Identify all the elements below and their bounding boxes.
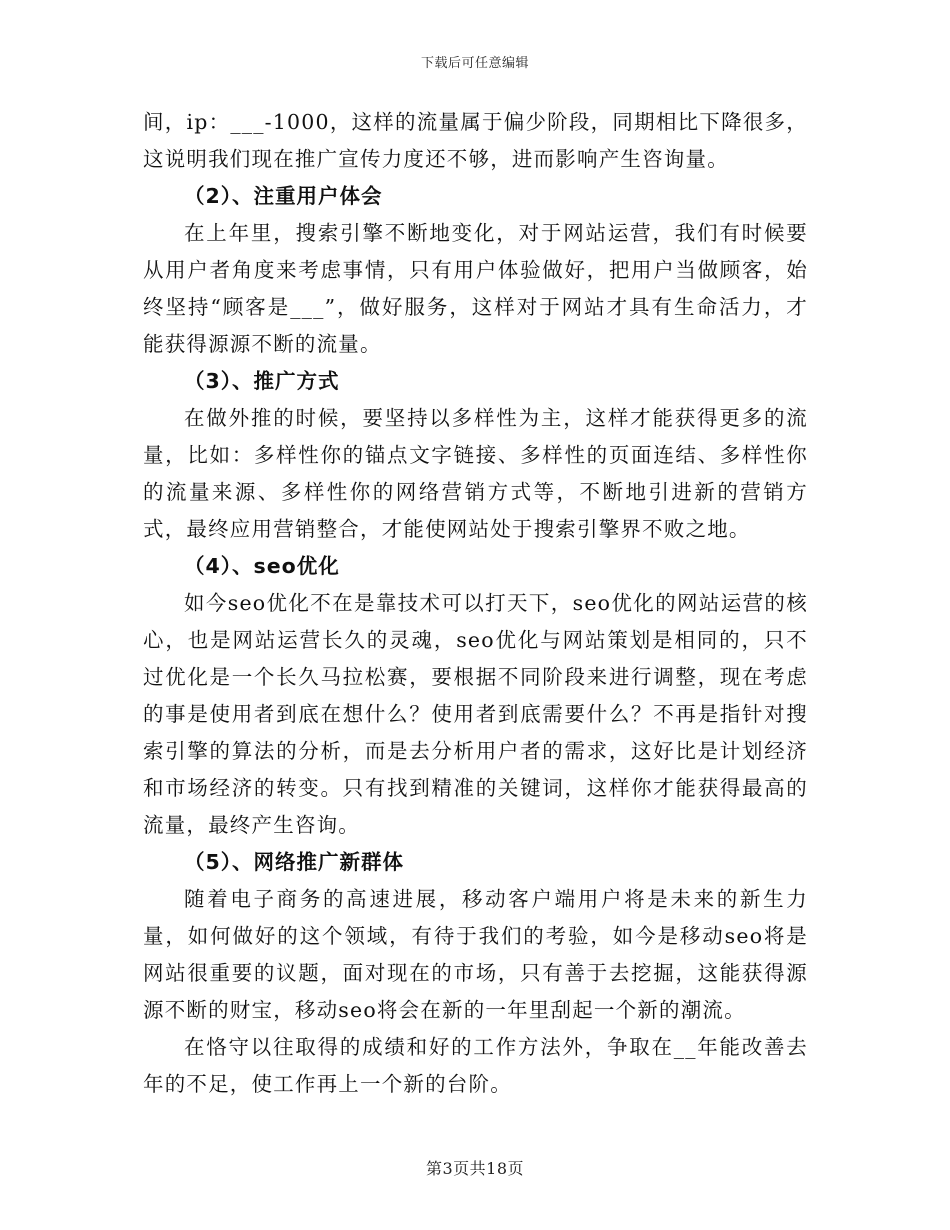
paragraph-user-experience: 在上年里，搜索引擎不断地变化，对于网站运营，我们有时候要从用户者角度来考虑事情，只有用户体验做好，把用户当做顾客，始终坚持“顾客是___”，做好服务，这样对于网站才具有生命活力，才能获得源源不断的流量。 bbox=[143, 221, 808, 356]
section-heading-new-groups: （5）、网络推广新群体 bbox=[184, 850, 405, 874]
section-heading-promotion-methods: （3）、推广方式 bbox=[184, 369, 340, 393]
section-heading-user-experience: （2）、注重用户体会 bbox=[184, 184, 383, 208]
paragraph-closing: 在恪守以往取得的成绩和好的工作方法外，争取在__年能改善去年的不足，使工作再上一个新的台阶。 bbox=[143, 1035, 808, 1096]
paragraph-promotion-methods: 在做外推的时候，要坚持以多样性为主，这样才能获得更多的流量，比如：多样性你的锚点文字链接、多样性的页面连结、多样性你的流量来源、多样性你的网络营销方式等，不断地引进新的营销方式，最终应用营销整合，才能使网站处于搜索引擎界不败之地。 bbox=[143, 406, 808, 541]
paragraph-traffic-status: 间，ip：___-1000，这样的流量属于偏少阶段，同期相比下降很多，这说明我们现在推广宣传力度还不够，进而影响产生咨询量。 bbox=[143, 110, 808, 171]
page-header: 下载后可任意编辑 bbox=[420, 56, 529, 71]
paragraph-seo: 如今seo优化不在是靠技术可以打天下，seo优化的网站运营的核心，也是网站运营长久的灵魂，seo优化与网站策划是相同的，只不过优化是一个长久马拉松赛，要根据不同阶段来进行调整，现在考虑的事是使用者到底在想什么？使用者到底需要什么？不再是指针对搜索引擎的算法的分析，而是去分析用户者的需求，这好比是计划经济和市场经济的转变。只有找到精准的关键词，这样你才能获得最高的流量，最终产生咨询。 bbox=[143, 591, 808, 837]
section-heading-seo: （4）、seo优化 bbox=[184, 554, 340, 578]
paragraph-mobile-users: 随着电子商务的高速进展，移动客户端用户将是未来的新生力量，如何做好的这个领域，有待于我们的考验，如今是移动seo将是网站很重要的议题，面对现在的市场，只有善于去挖掘，这能获得源源不断的财宝，移动seo将会在新的一年里刮起一个新的潮流。 bbox=[143, 887, 808, 1022]
page-number: 第3页共18页 bbox=[425, 1159, 525, 1178]
document-body bbox=[143, 104, 808, 1103]
